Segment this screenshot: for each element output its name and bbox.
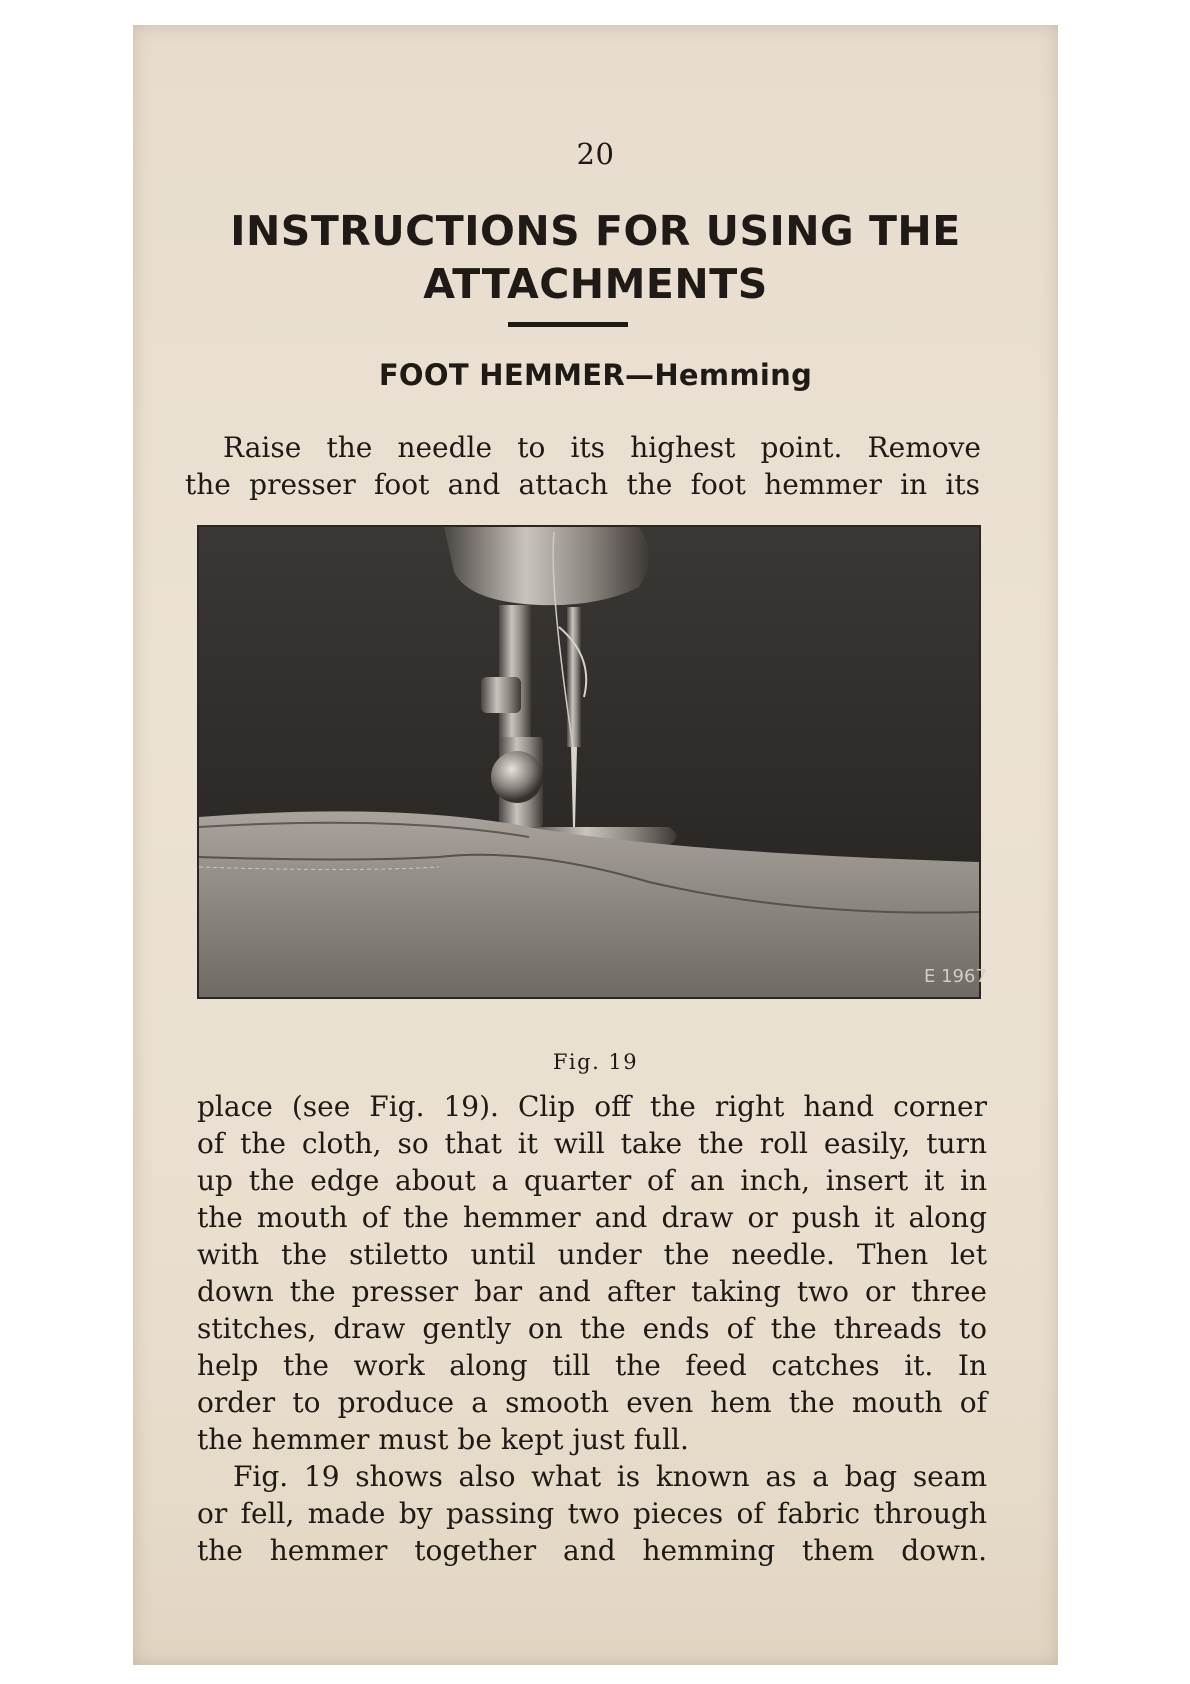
body-line: or fell, made by passing two pieces of fabric through <box>197 1497 987 1530</box>
page-title-line-1: INSTRUCTIONS FOR USING THE <box>230 207 961 255</box>
body-line: help the work along till the feed catches it. In <box>197 1349 987 1382</box>
section-heading: FOOT HEMMER—Hemming <box>378 358 813 392</box>
needle-bar <box>567 607 581 747</box>
body-line: the mouth of the hemmer and draw or push it along <box>197 1201 987 1234</box>
body-line: with the stiletto until under the needle. Then let <box>197 1238 987 1271</box>
body-line: Fig. 19 shows also what is known as a bag seam <box>233 1460 987 1493</box>
title-divider <box>508 322 628 327</box>
figure-caption: Fig. 19 <box>552 1050 639 1074</box>
body-line: the hemmer must be kept just full. <box>197 1423 689 1456</box>
book-page <box>133 25 1058 1665</box>
body-text <box>197 1088 987 1569</box>
body-line: stitches, draw gently on the ends of the threads to <box>197 1312 987 1345</box>
intro-line: Raise the needle to its highest point. Remove <box>223 431 981 464</box>
page-title-line-2: ATTACHMENTS <box>423 260 768 308</box>
body-line: the hemmer together and hemming them down. <box>197 1534 987 1567</box>
sewing-machine-illustration <box>199 527 987 997</box>
thumb-screw <box>491 751 543 803</box>
body-line: down the presser bar and after taking two or three <box>197 1275 987 1308</box>
figure-mark: E 1967 <box>924 966 987 987</box>
intro-line: the presser foot and attach the foot hemmer in its <box>185 468 980 501</box>
page-number: 20 <box>576 137 615 171</box>
body-line: up the edge about a quarter of an inch, insert it in <box>197 1164 987 1197</box>
body-line: of the cloth, so that it will take the roll easily, turn <box>197 1127 987 1160</box>
body-line: order to produce a smooth even hem the mouth of <box>197 1386 987 1419</box>
body-line: place (see Fig. 19). Clip off the right hand corner <box>197 1090 987 1123</box>
figure-photo <box>197 525 987 999</box>
